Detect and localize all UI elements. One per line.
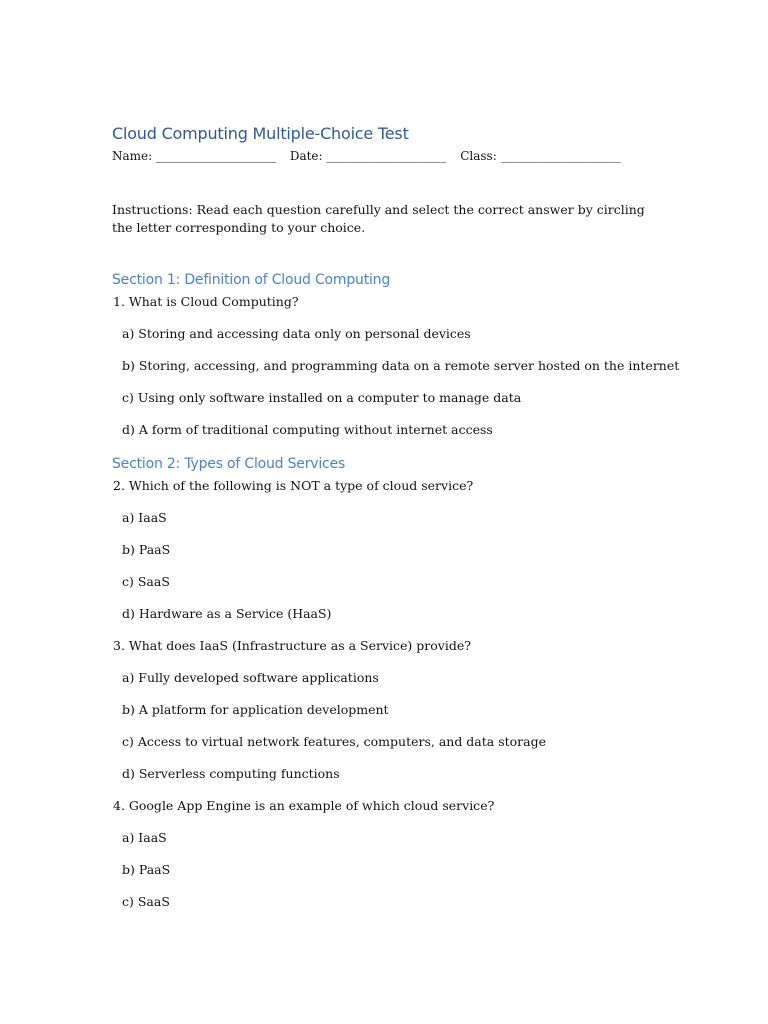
question-3-option-c[interactable]: c) Access to virtual network features, computers, and data storage [122,734,546,749]
question-1-option-d[interactable]: d) A form of traditional computing without internet access [122,422,493,437]
question-1-option-a[interactable]: a) Storing and accessing data only on personal devices [122,326,471,341]
question-4: 4. Google App Engine is an example of which cloud service? [113,798,495,813]
section-1-title: Section 1: Definition of Cloud Computing [112,272,391,288]
question-4-option-a[interactable]: a) IaaS [122,830,167,845]
question-4-option-b[interactable]: b) PaaS [122,862,171,877]
date-field: Date: ____________________ [289,149,447,163]
question-1-option-c[interactable]: c) Using only software installed on a computer to manage data [122,390,522,405]
class-field: Class: ____________________ [460,149,621,163]
instructions-text: Instructions: Read each question carefully and select the correct answer by circling the letter corresponding to your choice. [112,202,645,235]
question-1: 1. What is Cloud Computing? [113,294,299,309]
question-4-option-c[interactable]: c) SaaS [122,894,170,909]
name-field: Name: ____________________ [112,149,276,163]
question-3-option-d[interactable]: d) Serverless computing functions [122,766,340,781]
section-2-title: Section 2: Types of Cloud Services [112,456,346,472]
question-3-option-a[interactable]: a) Fully developed software applications [122,670,379,685]
question-3-option-b[interactable]: b) A platform for application development [122,702,389,717]
question-2-option-c[interactable]: c) SaaS [122,574,170,589]
document-title: Cloud Computing Multiple-Choice Test [112,124,409,143]
question-2-option-d[interactable]: d) Hardware as a Service (HaaS) [122,606,332,621]
question-1-option-b[interactable]: b) Storing, accessing, and programming data on a remote server hosted on the internet [122,358,680,373]
student-info-fields [112,149,631,163]
question-2-option-a[interactable]: a) IaaS [122,510,167,525]
question-2-option-b[interactable]: b) PaaS [122,542,171,557]
question-3: 3. What does IaaS (Infrastructure as a Service) provide? [113,638,471,653]
question-2: 2. Which of the following is NOT a type of cloud service? [113,478,474,493]
